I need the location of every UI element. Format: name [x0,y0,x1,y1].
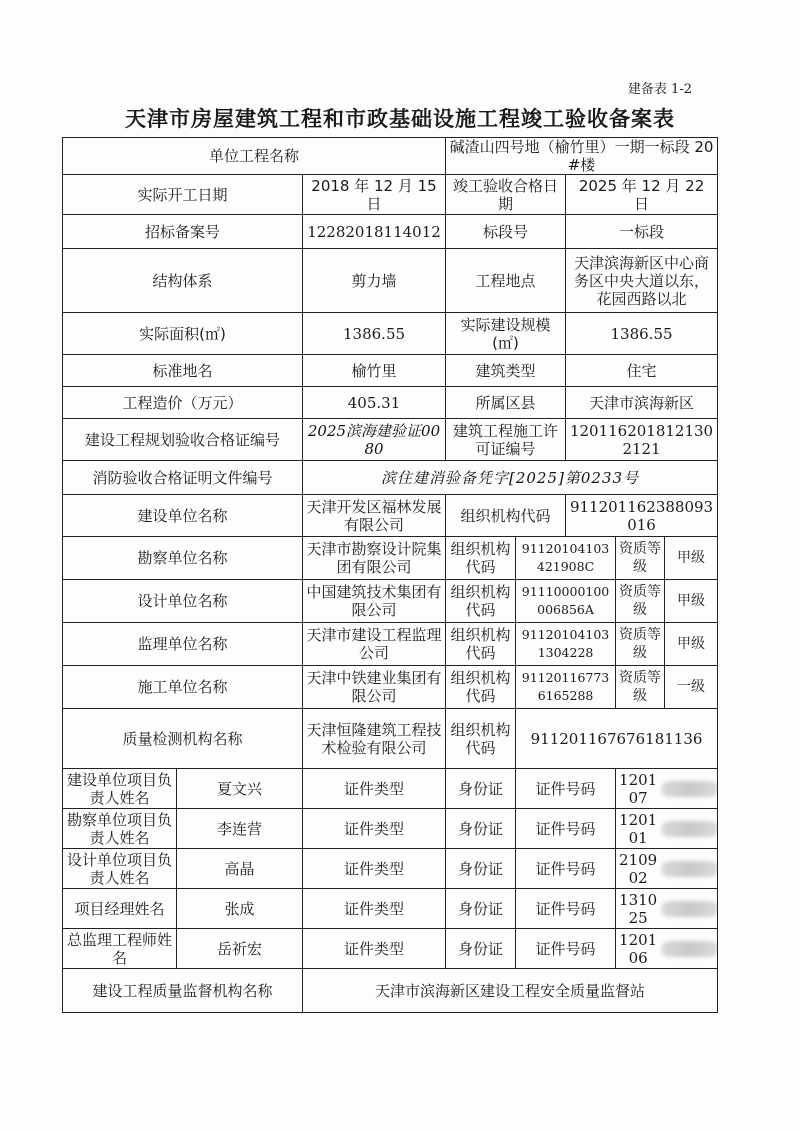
survey-label: 勘察单位名称 [63,537,303,580]
building-type-label: 建筑类型 [446,355,566,387]
section-value: 一标段 [566,215,718,249]
person-role-label: 设计单位项目负责人姓名 [63,849,177,889]
id-no-label: 证件号码 [516,809,616,849]
design-qual-cell [616,580,718,623]
id-no-prefix: 210902 [619,850,658,887]
row-area [63,313,718,355]
row-fire [63,461,718,495]
row-construction [63,666,718,709]
id-type-label: 证件类型 [303,929,446,969]
testing-name: 天津恒隆建筑工程技术检验有限公司 [303,709,446,769]
document-title: 天津市房屋建筑工程和市政基础设施工程竣工验收备案表 [125,107,675,131]
id-no-prefix: 120101 [619,810,658,847]
area-value: 1386.55 [303,313,446,355]
builder-label: 建设单位名称 [63,495,303,537]
survey-qual-label: 资质等级 [616,537,665,579]
id-type-value: 身份证 [446,769,516,809]
construction-qual-cell [616,666,718,709]
scale-value: 1386.55 [566,313,718,355]
person-row [63,809,718,849]
testing-org-code: 911201167676181136 [516,709,718,769]
id-no-label: 证件号码 [516,889,616,929]
supervision-org-code-label: 组织机构代码 [446,623,516,666]
row-dates [63,175,718,215]
id-type-value: 身份证 [446,889,516,929]
id-no-value [616,889,718,929]
design-qual-label: 资质等级 [616,580,665,622]
survey-qual-value: 甲级 [677,550,706,566]
id-type-label: 证件类型 [303,849,446,889]
person-role-label: 总监理工程师姓名 [63,929,177,969]
id-no-prefix: 120106 [619,930,658,967]
construction-org-code: 911201167736165288 [516,666,616,709]
permit-label: 建筑工程施工许可证编号 [446,419,566,461]
start-date-label: 实际开工日期 [63,175,303,215]
acceptance-date-value: 2025 年 12 月 22 日 [566,175,718,215]
person-row [63,769,718,809]
builder-org-code-label: 组织机构代码 [446,495,566,537]
id-type-label: 证件类型 [303,769,446,809]
redaction-blur [661,901,717,917]
person-row [63,929,718,969]
design-org-code: 91110000100006856A [516,580,616,623]
cost-label: 工程造价（万元） [63,387,303,419]
person-row [63,889,718,929]
supervision-org-code: 911201041031304228 [516,623,616,666]
supervision-qual-label: 资质等级 [616,623,665,665]
supervision-name: 天津市建设工程监理公司 [303,623,446,666]
row-testing [63,709,718,769]
redaction-blur [661,821,717,837]
redaction-blur [661,941,717,957]
construction-label: 施工单位名称 [63,666,303,709]
unit-name-label: 单位工程名称 [63,138,446,175]
id-no-prefix: 131025 [619,890,658,927]
id-no-value [616,929,718,969]
std-name-label: 标准地名 [63,355,303,387]
structure-label: 结构体系 [63,249,303,313]
person-name: 夏文兴 [177,769,303,809]
std-name-value: 榆竹里 [303,355,446,387]
builder-name: 天津开发区福林发展有限公司 [303,495,446,537]
section-label: 标段号 [446,215,566,249]
fire-value: 滨住建消验备凭字[2025]第0233号 [303,461,718,495]
area-label: 实际面积(㎡) [63,313,303,355]
id-no-label: 证件号码 [516,769,616,809]
testing-org-code-label: 组织机构代码 [446,709,516,769]
fire-label: 消防验收合格证明文件编号 [63,461,303,495]
planning-cert-value: 2025滨海建验证0080 [303,419,446,461]
building-type-value: 住宅 [566,355,718,387]
design-name: 中国建筑技术集团有限公司 [303,580,446,623]
id-no-value [616,849,718,889]
design-org-code-label: 组织机构代码 [446,580,516,623]
id-no-label: 证件号码 [516,929,616,969]
permit-value: 1201162018121302121 [566,419,718,461]
record-form-table [62,137,718,1013]
row-supervision-agency [63,969,718,1013]
location-label: 工程地点 [446,249,566,313]
planning-cert-label: 建设工程规划验收合格证编号 [63,419,303,461]
survey-name: 天津市勘察设计院集团有限公司 [303,537,446,580]
design-label: 设计单位名称 [63,580,303,623]
construction-org-code-label: 组织机构代码 [446,666,516,709]
supervision-agency-label: 建设工程质量监督机构名称 [63,969,303,1013]
supervision-qual-value: 甲级 [677,636,706,652]
construction-name: 天津中铁建业集团有限公司 [303,666,446,709]
person-name: 岳祈宏 [177,929,303,969]
acceptance-date-label: 竣工验收合格日期 [446,175,566,215]
tender-no-value: 12282018114012 [303,215,446,249]
structure-value: 剪力墙 [303,249,446,313]
row-builder [63,495,718,537]
row-structure [63,249,718,313]
district-label: 所属区县 [446,387,566,419]
person-name: 张成 [177,889,303,929]
supervision-label: 监理单位名称 [63,623,303,666]
scale-label: 实际建设规模(㎡) [446,313,566,355]
row-tender [63,215,718,249]
person-role-label: 项目经理姓名 [63,889,177,929]
start-date-value: 2018 年 12 月 15 日 [303,175,446,215]
id-type-label: 证件类型 [303,809,446,849]
construction-qual-value: 一级 [677,679,706,695]
person-row [63,849,718,889]
form-code: 建备表 1-2 [627,82,692,97]
row-cost [63,387,718,419]
redaction-blur [661,861,717,877]
row-supervision [63,623,718,666]
supervision-agency-value: 天津市滨海新区建设工程安全质量监督站 [303,969,718,1013]
unit-name-value: 碱渣山四号地（榆竹里）一期一标段 20#楼 [446,138,718,175]
design-qual-value: 甲级 [677,593,706,609]
id-no-label: 证件号码 [516,849,616,889]
row-design [63,580,718,623]
survey-qual-cell [616,537,718,580]
row-std-name [63,355,718,387]
id-type-label: 证件类型 [303,889,446,929]
id-no-value [616,769,718,809]
id-type-value: 身份证 [446,809,516,849]
survey-org-code-label: 组织机构代码 [446,537,516,580]
id-no-prefix: 120107 [619,770,658,807]
person-name: 高晶 [177,849,303,889]
row-survey [63,537,718,580]
builder-org-code: 911201162388093016 [566,495,718,537]
id-no-value [616,809,718,849]
survey-org-code: 91120104103421908C [516,537,616,580]
id-type-value: 身份证 [446,849,516,889]
cost-value: 405.31 [303,387,446,419]
id-type-value: 身份证 [446,929,516,969]
redaction-blur [661,781,717,797]
location-value: 天津滨海新区中心商务区中央大道以东，花园西路以北 [566,249,718,313]
tender-no-label: 招标备案号 [63,215,303,249]
person-role-label: 建设单位项目负责人姓名 [63,769,177,809]
supervision-qual-cell [616,623,718,666]
person-role-label: 勘察单位项目负责人姓名 [63,809,177,849]
testing-label: 质量检测机构名称 [63,709,303,769]
row-planning-cert [63,419,718,461]
row-unit-name [63,138,718,175]
construction-qual-label: 资质等级 [616,666,665,708]
district-value: 天津市滨海新区 [566,387,718,419]
person-name: 李连营 [177,809,303,849]
